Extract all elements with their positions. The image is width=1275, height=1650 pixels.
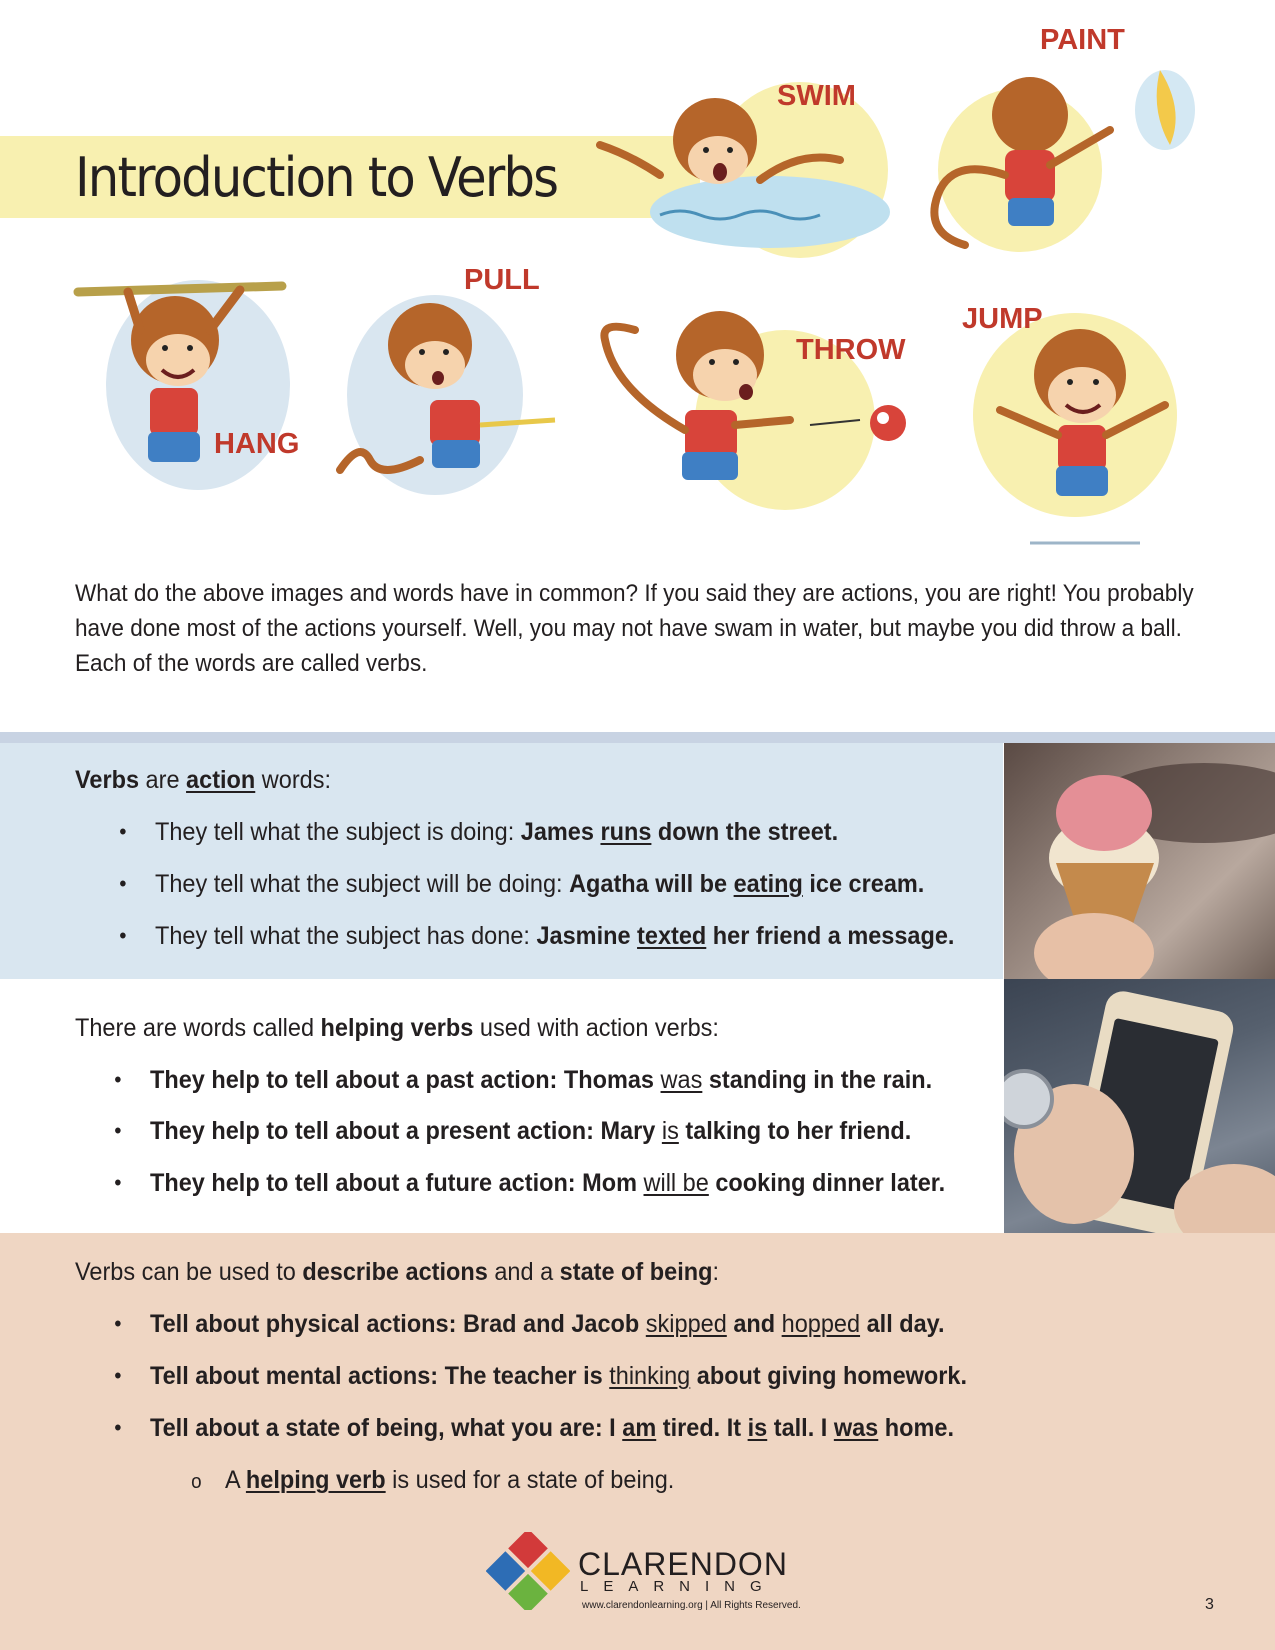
- ice-cream-photo: [1004, 743, 1275, 979]
- list-item: • They help to tell about a present action: Mary is talking to her friend.: [150, 1114, 911, 1148]
- bullet-icon: •: [114, 1363, 122, 1388]
- describe-actions-intro: Verbs can be used to describe actions and a state of being:: [75, 1258, 719, 1286]
- intro-paragraph: What do the above images and words have in common? If you said they are actions, you are right! You probably have done most of the actions yourself. Well, you may not have swam in water, but maybe you did throw a ball. Each of the words are called verbs.: [75, 580, 1194, 677]
- verb-label-pull: PULL: [464, 264, 540, 296]
- verb-label-throw: THROW: [796, 334, 906, 366]
- verbs-definition: Verbs are action words:: [75, 766, 332, 794]
- list-item: • They help to tell about a past action: Thomas was standing in the rain.: [150, 1063, 932, 1097]
- list-item: • They tell what the subject is doing: James runs down the street.: [155, 815, 838, 849]
- verb-label-swim: SWIM: [777, 80, 856, 112]
- action-term: action: [186, 766, 256, 794]
- list-item: • Tell about physical actions: Brad and Jacob skipped and hopped all day.: [150, 1307, 945, 1341]
- smartphone-photo: [1004, 979, 1275, 1233]
- paint-monkey-illustration: [934, 70, 1195, 252]
- list-item: • They help to tell about a future action: Mom will be cooking dinner later.: [150, 1166, 945, 1200]
- monkey-illustrations: [0, 0, 1275, 560]
- bullet-icon: •: [119, 923, 127, 948]
- list-item: • They tell what the subject will be doing: Agatha will be eating ice cream.: [155, 867, 924, 901]
- footer-url: www.clarendonlearning.org | All Rights Reserved.: [582, 1600, 801, 1611]
- clarendon-puzzle-logo-icon: [486, 1532, 570, 1610]
- jump-monkey-illustration: [973, 313, 1177, 543]
- section-divider: [0, 732, 1275, 743]
- verb-label-hang: HANG: [214, 428, 300, 460]
- verb-label-paint: PAINT: [1040, 24, 1125, 56]
- bullet-icon: •: [114, 1067, 122, 1092]
- list-item: • Tell about mental actions: The teacher is thinking about giving homework.: [150, 1359, 967, 1393]
- sub-list-item: o A helping verb is used for a state of being.: [225, 1463, 674, 1497]
- bullet-icon: •: [119, 871, 127, 896]
- verbs-term: Verbs: [75, 766, 140, 794]
- bullet-icon: •: [114, 1311, 122, 1336]
- list-item: • Tell about a state of being, what you are: I am tired. It is tall. I was home.: [150, 1411, 954, 1445]
- bullet-icon: •: [114, 1415, 122, 1440]
- bullet-icon: •: [114, 1170, 122, 1195]
- helping-verbs-intro: There are words called helping verbs used with action verbs:: [75, 1014, 719, 1042]
- bullet-icon: •: [114, 1118, 122, 1143]
- bullet-icon: •: [119, 819, 127, 844]
- list-item: • They tell what the subject has done: Jasmine texted her friend a message.: [155, 919, 954, 953]
- logo-subtitle: LEARNING: [580, 1578, 777, 1595]
- page-number: 3: [1205, 1596, 1214, 1613]
- logo-name: CLARENDON: [578, 1546, 788, 1582]
- circle-bullet-icon: o: [191, 1471, 202, 1493]
- verb-label-jump: JUMP: [962, 303, 1043, 335]
- page-title: Introduction to Verbs: [75, 146, 558, 209]
- pull-monkey-illustration: [340, 295, 555, 495]
